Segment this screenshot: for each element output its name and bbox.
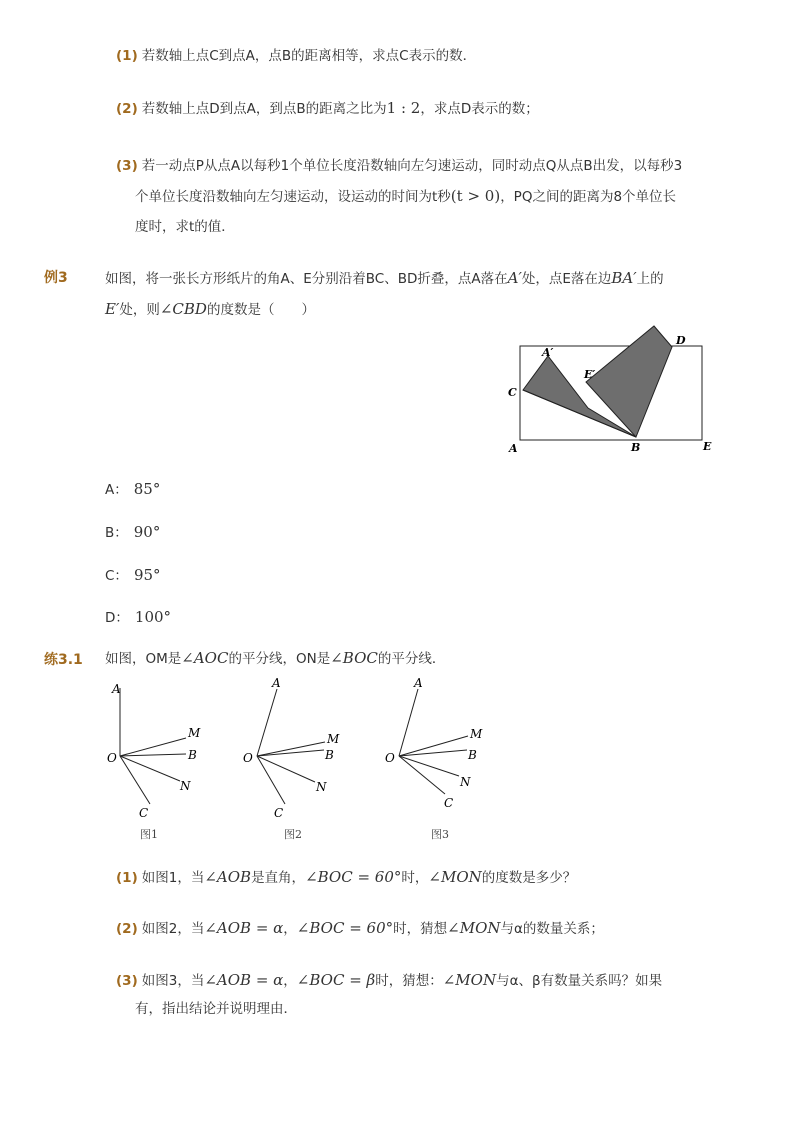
math-aob: ∠AOB [204,868,252,886]
option-letter: C： [105,568,128,584]
question-text: 个单位长度沿数轴向左匀速运动，设运动的时间为t秒 [135,189,451,205]
figure-caption: 图3 [431,828,449,841]
math-a-prime: A′ [507,269,522,287]
figure-caption: 图2 [284,828,302,841]
label-B: B [631,441,641,454]
question-text: 时，猜想 [393,921,448,937]
math-boc-value: ∠BOC = β [296,971,376,989]
angle-figure-2 [240,676,350,844]
option-value: 100° [134,608,172,626]
option-value: 90° [133,523,161,541]
stem-text: 如图，OM是 [105,651,182,667]
option-letter: D： [105,610,129,626]
label-M: M [470,727,483,741]
label-M: M [188,726,201,740]
question-text: 与α的数量关系； [500,921,604,937]
question-number: (2) [116,101,138,117]
label-C: C [444,796,454,810]
question-text: ， [283,973,297,989]
question-text: 度时，求t的值． [135,219,235,235]
option-letter: B： [105,525,128,541]
label-O: O [107,751,117,765]
math-angle-cbd: ∠CBD [159,300,207,318]
question-number: (3) [116,158,138,174]
practice-label: 练3.1 [44,652,83,668]
option-letter: A： [105,482,128,498]
label-B: B [325,748,334,762]
math-mon: ∠MON [447,919,501,937]
question-text: 时，猜想： [375,973,443,989]
label-A: A [414,676,423,690]
angle-figure-1 [100,676,210,844]
math-boc-value: ∠BOC = 60° [296,919,394,937]
question-text: 若数轴上点C到点A，点B的距离相等，求点C表示的数． [141,48,477,64]
math-boc: ∠BOC [330,649,378,667]
figure-caption: 图1 [140,828,158,841]
question-text: 有，指出结论并说明理由． [135,1001,297,1017]
label-E-prime: E′ [584,368,596,381]
question-number: (1) [116,870,138,886]
practice-question-3 [116,966,662,1023]
practice-stem [105,645,445,672]
label-B: B [188,748,197,762]
question-number: (3) [116,973,138,989]
question-text: ，求点D表示的数； [420,101,539,117]
question-number: (1) [116,48,138,64]
label-O: O [243,751,253,765]
math-mon: ∠MON [428,868,482,886]
stem-text: 的平分线． [377,651,446,667]
question-text: 如图1，当 [141,870,205,886]
question-text: 若数轴上点D到点A，到点B的距离之比为 [141,101,387,117]
option-value: 95° [133,566,161,584]
stem-text: 上的 [636,271,664,287]
label-N: N [460,775,471,789]
label-D: D [676,334,686,347]
math-mon: ∠MON [442,971,497,989]
label-O: O [385,751,395,765]
stem-text: 的平分线，ON是 [228,651,331,667]
question-text: 的度数是多少？ [481,870,577,886]
question-text: ，PQ之间的距离为8个单位长 [500,189,677,205]
ratio-math: 1 : 2 [386,99,421,117]
question-text: 是直角， [251,870,306,886]
label-A: A [509,442,518,455]
stem-text: 如图，将一张长方形纸片的角A、E分别沿着BC、BD折叠，点A落在 [105,271,508,287]
question-2 [116,95,539,122]
question-text: 如图3，当 [141,973,205,989]
question-text: 与α、β有数量关系吗？如果 [496,973,663,989]
label-C: C [139,806,149,820]
option-c[interactable] [105,564,161,584]
label-B: B [468,748,477,762]
math-ba-prime: BA′ [611,269,637,287]
stem-text: 处，则 [119,302,160,318]
option-b[interactable] [105,521,160,541]
fold-figure [500,320,730,460]
label-C: C [274,806,284,820]
option-value: 85° [133,480,161,498]
option-a[interactable] [105,478,160,498]
example-label: 例3 [44,270,68,286]
label-A: A [272,676,281,690]
label-N: N [180,779,191,793]
math-boc-value: ∠BOC = 60° [305,868,402,886]
question-text: 若一动点P从点A以每秒1个单位长度沿数轴向左匀速运动，同时动点Q从点B出发，以每秒3 [141,158,683,174]
practice-question-1 [116,864,576,891]
label-M: M [327,732,340,746]
label-A-prime: A′ [542,346,554,359]
label-N: N [316,780,327,794]
practice-question-2 [116,915,604,942]
label-A: A [112,682,121,696]
example3-stem [105,263,725,325]
question-text: 如图2，当 [141,921,205,937]
math-aob: ∠AOB = α [204,971,284,989]
label-C: C [508,386,517,399]
math-aob: ∠AOB = α [204,919,284,937]
stem-text: 的度数是（ ） [206,302,315,318]
math-aoc: ∠AOC [181,649,229,667]
question-3 [116,151,716,242]
question-number: (2) [116,921,138,937]
angle-figure-3 [383,676,493,844]
question-text: 时， [401,870,429,886]
math-e-prime: E′ [105,300,120,318]
time-condition-math: (t > 0) [450,187,501,205]
question-text: ， [283,921,297,937]
label-E: E [703,440,712,453]
option-d[interactable] [105,606,171,626]
stem-text: 处，点E落在边 [521,271,612,287]
question-1 [116,43,476,69]
